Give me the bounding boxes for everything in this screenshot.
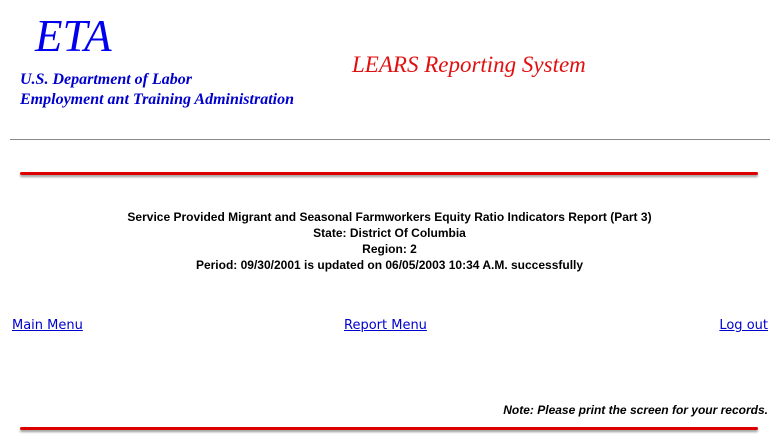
header-divider: [10, 139, 770, 140]
top-red-divider: [20, 172, 758, 175]
bottom-red-divider: [20, 427, 758, 430]
report-menu-link[interactable]: Report Menu: [344, 318, 427, 333]
report-state: State: District Of Columbia: [313, 226, 466, 240]
print-note: Note: Please print the screen for your records.: [503, 403, 768, 417]
report-status-block: [0, 209, 779, 273]
department-line-2: Employment ant Training Administration: [20, 91, 294, 108]
eta-logo: ETA: [35, 11, 112, 61]
logout-link[interactable]: Log out: [719, 318, 768, 333]
report-period-status: Period: 09/30/2001 is updated on 06/05/2003 10:34 A.M. successfully: [195, 258, 584, 272]
system-title: LEARS Reporting System: [352, 52, 586, 77]
department-line-1: U.S. Department of Labor: [20, 71, 192, 88]
report-region: Region: 2: [362, 242, 417, 256]
department-name: [20, 71, 294, 111]
main-menu-link[interactable]: Main Menu: [12, 318, 83, 333]
report-title: Service Provided Migrant and Seasonal Farmworkers Equity Ratio Indicators Report (Part 3): [127, 210, 652, 224]
